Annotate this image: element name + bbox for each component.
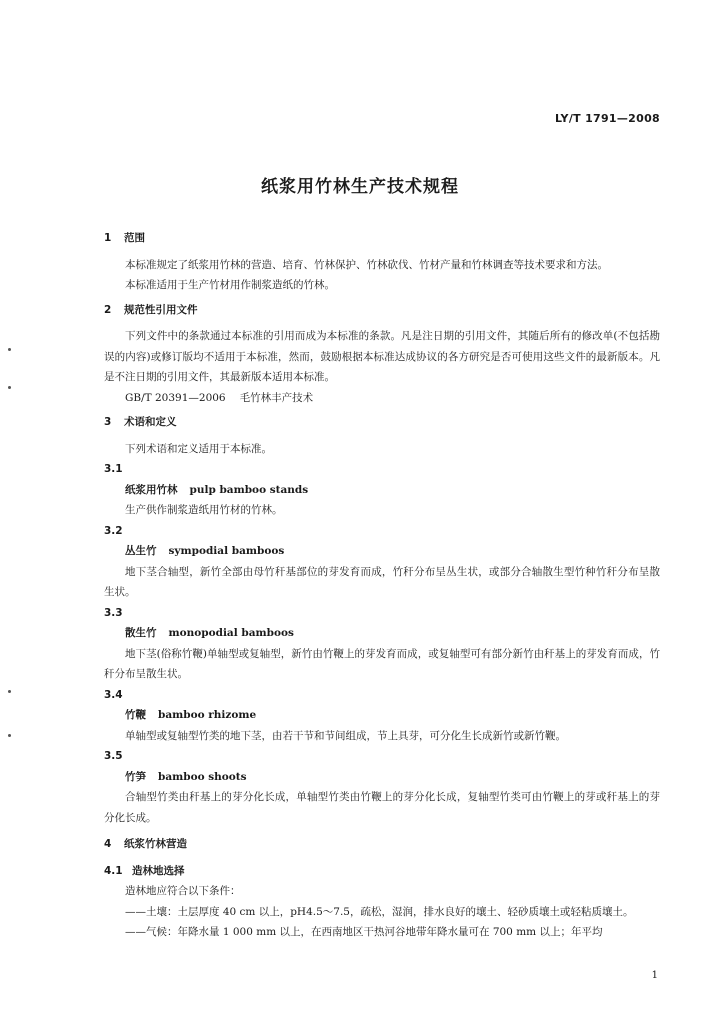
term-heading [104, 705, 660, 726]
term-heading [104, 541, 660, 562]
term-3-1 [104, 459, 660, 521]
term-english: monopodial bamboos [168, 627, 294, 639]
reference-code: GB/T 20391—2006 [125, 391, 226, 404]
term-3-4 [104, 685, 660, 747]
term-number: 3.4 [104, 688, 123, 701]
term-definition: 合轴型竹类由秆基上的芽分化长成，单轴型竹类由竹鞭上的芽分化长成，复轴型竹类可由竹鞭上的芽或秆基上的芽分化长成。 [104, 791, 660, 824]
section-title: 术语和定义 [124, 416, 177, 428]
term-chinese: 丛生竹 [125, 545, 157, 557]
subsection-number: 4.1 [104, 864, 123, 877]
term-heading [104, 480, 660, 501]
scan-mark [8, 690, 11, 693]
term-number: 3.2 [104, 524, 123, 537]
term-chinese: 纸浆用竹林 [125, 483, 178, 496]
scan-mark [8, 348, 11, 351]
term-number: 3.5 [104, 750, 123, 762]
term-chinese: 竹笋 [125, 770, 146, 783]
section-1-heading [104, 228, 660, 249]
term-chinese: 竹鞭 [125, 709, 146, 721]
subsection-4-1-intro: 造林地应符合以下条件： [125, 885, 241, 897]
term-number: 3.1 [104, 463, 123, 475]
term-3-3 [104, 603, 660, 685]
normative-reference [104, 388, 660, 409]
section-3-intro: 下列术语和定义适用于本标准。 [125, 442, 272, 455]
section-number: 3 [104, 416, 112, 428]
section-number: 4 [104, 838, 112, 850]
term-heading [104, 767, 660, 788]
term-english: pulp bamboo stands [189, 483, 309, 496]
section-2-heading [104, 300, 660, 321]
term-english: bamboo rhizome [158, 709, 257, 721]
reference-title: 毛竹林丰产技术 [239, 391, 314, 404]
term-english: bamboo shoots [158, 770, 247, 783]
term-definition: 地下茎合轴型，新竹全部由母竹秆基部位的芽发育而成，竹秆分布呈丛生状，或部分合轴散生型竹种竹秆分布呈散生状。 [104, 565, 660, 598]
section-1-paragraph-2: 本标准适用于生产竹材用作制浆造纸的竹林。 [125, 279, 335, 291]
page-number: 1 [651, 970, 658, 981]
section-3-heading [104, 412, 660, 433]
section-title: 范围 [124, 232, 145, 244]
term-3-5 [104, 746, 660, 828]
section-number: 1 [104, 232, 112, 244]
term-definition: 地下茎(俗称竹鞭)单轴型或复轴型，新竹由竹鞭上的芽发育而成，或复轴型可有部分新竹由秆基上的芽发育而成，竹秆分布呈散生状。 [104, 647, 660, 680]
subsection-title: 造林地选择 [132, 864, 185, 877]
scan-mark [8, 734, 11, 737]
document-body [104, 228, 660, 943]
term-definition: 单轴型或复轴型竹类的地下茎，由若干节和节间组成，节上具芽，可分化生长成新竹或新竹鞭。 [125, 729, 566, 742]
subsection-4-1-heading [104, 861, 660, 882]
section-1-paragraph-1: 本标准规定了纸浆用竹林的营造、培育、竹林保护、竹林砍伐、竹材产量和竹林调查等技术要求和方法。 [125, 258, 608, 271]
term-definition: 生产供作制浆造纸用竹材的竹林。 [125, 504, 283, 516]
section-title: 规范性引用文件 [124, 303, 198, 316]
section-title: 纸浆竹林营造 [124, 838, 187, 850]
section-4-heading [104, 834, 660, 855]
scan-mark [8, 386, 11, 389]
condition-item-climate: ——气候：年降水量 1 000 mm 以上，在西南地区干热河谷地带年降水量可在 700 mm 以上；年平均 [125, 926, 603, 938]
term-heading [104, 623, 660, 644]
term-3-2 [104, 521, 660, 603]
section-2-paragraph: 下列文件中的条款通过本标准的引用而成为本标准的条款。凡是注日期的引用文件，其随后所有的修改单(不包括勘误的内容)或修订版均不适用于本标准，然而，鼓励根据本标准达成协议的各方研究是否可使用这些文件的最新版本。凡是不注日期的引用文件，其最新版本适用本标准。 [104, 330, 660, 383]
term-chinese: 散生竹 [125, 627, 157, 639]
section-number: 2 [104, 303, 112, 316]
document-title: 纸浆用竹林生产技术规程 [261, 177, 459, 197]
term-english: sympodial bamboos [168, 545, 285, 557]
condition-item-soil: ——土壤：土层厚度 40 cm 以上，pH4.5～7.5，疏松，湿润，排水良好的壤土、轻砂质壤土或轻粘质壤土。 [125, 905, 634, 918]
term-number: 3.3 [104, 606, 123, 619]
standard-code: LY/T 1791—2008 [554, 112, 660, 125]
